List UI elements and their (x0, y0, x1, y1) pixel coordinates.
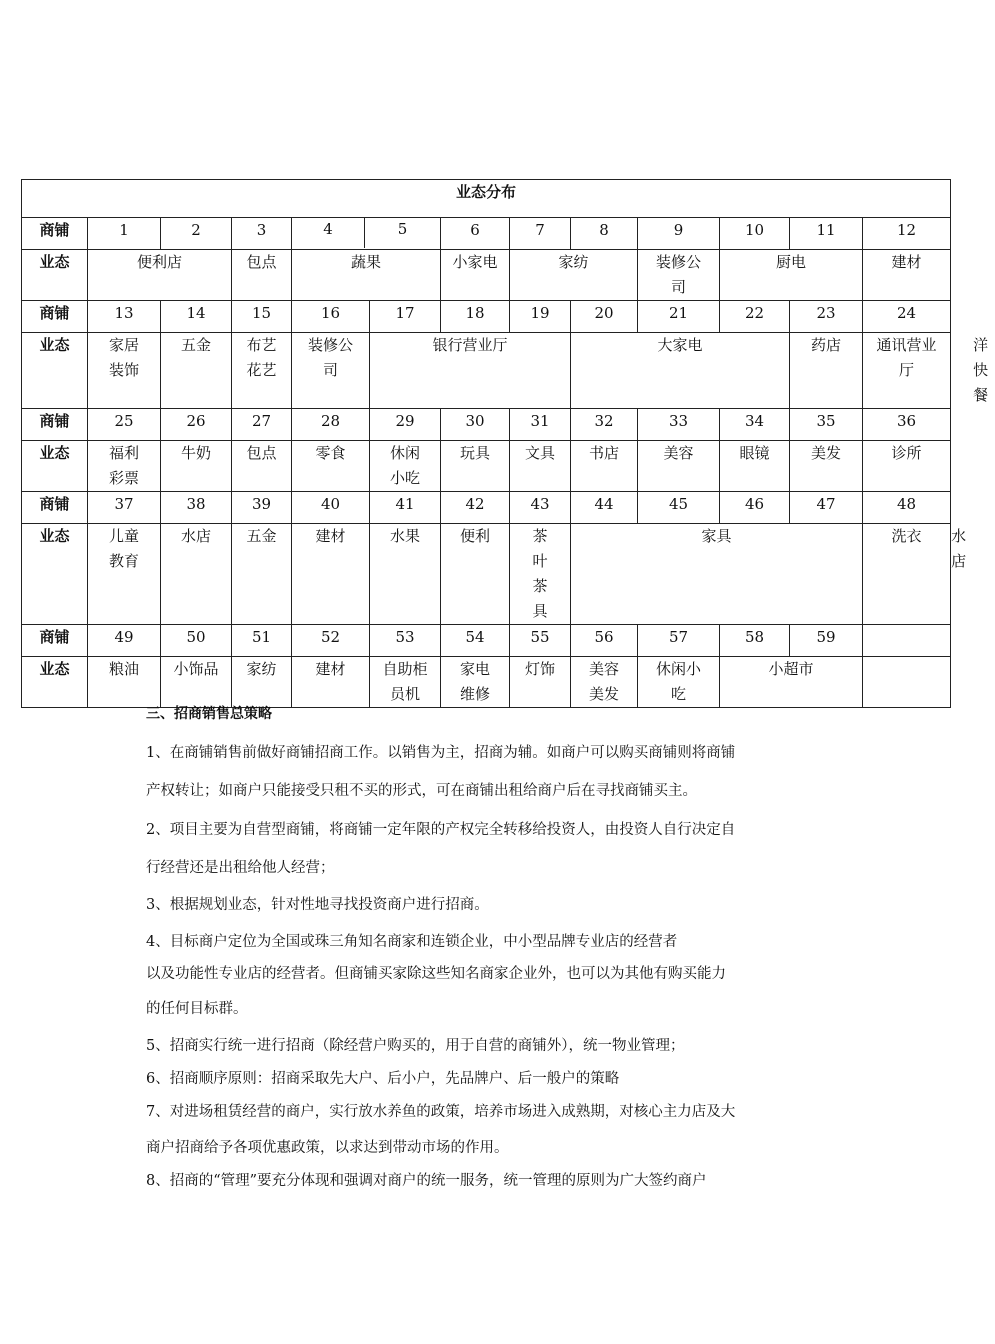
business-type: 五金 (232, 524, 292, 625)
business-type-row (22, 441, 951, 492)
shop-number: 38 (161, 492, 232, 524)
shop-number: 55 (510, 625, 571, 657)
shop-number: 45 (638, 492, 720, 524)
business-type (571, 657, 638, 708)
business-type: 美发 (790, 441, 863, 492)
business-type-text: 茶叶茶具 (532, 527, 548, 620)
shop-number: 40 (292, 492, 370, 524)
shop-number: 20 (571, 301, 638, 333)
row-label-shop: 商铺 (22, 409, 88, 441)
business-type: 小饰品 (161, 657, 232, 708)
business-type: 包点 (232, 441, 292, 492)
paragraph-line: 行经营还是出租给他人经营； (146, 860, 335, 876)
business-type: 蔬果 (292, 250, 441, 301)
business-type: 牛奶 (161, 441, 232, 492)
business-type: 包点 (232, 250, 292, 301)
shop-number: 30 (441, 409, 510, 441)
shop-number: 26 (161, 409, 232, 441)
shop-number: 9 (638, 218, 720, 250)
business-type-text: 儿童教育 (108, 527, 139, 570)
business-type: 便利店 (88, 250, 232, 301)
paragraph-line: 5、招商实行统一进行招商（除经营户购买的，用于自营的商铺外），统一物业管理； (146, 1038, 685, 1054)
business-type-text: 装修公司 (655, 253, 701, 296)
business-type: 厨电 (720, 250, 863, 301)
business-type: 药店 (790, 333, 863, 409)
shop-number: 16 (292, 301, 370, 333)
shop-number: 22 (720, 301, 790, 333)
business-type-text: 自助柜员机 (382, 660, 428, 703)
row-label-type: 业态 (22, 657, 88, 708)
shop-number: 34 (720, 409, 790, 441)
paragraph-line: 商户招商给予各项优惠政策，以求达到带动市场的作用。 (146, 1140, 509, 1156)
business-type-text: 家居装饰 (108, 336, 139, 379)
shop-number: 11 (790, 218, 863, 250)
shop-number: 4 (292, 218, 365, 248)
row-label-type: 业态 (22, 333, 88, 409)
shop-number-row (22, 492, 951, 524)
shop-number: 21 (638, 301, 720, 333)
business-type: 家纺 (510, 250, 638, 301)
business-type: 建材 (292, 524, 370, 625)
shop-number: 42 (441, 492, 510, 524)
shop-number: 59 (790, 625, 863, 657)
shop-number: 18 (441, 301, 510, 333)
business-type (638, 657, 720, 708)
shop-number: 12 (863, 218, 951, 250)
row-label-shop: 商铺 (22, 492, 88, 524)
paragraph-line: 3、根据规划业态，针对性地寻找投资商户进行招商。 (146, 897, 489, 913)
row-label-shop: 商铺 (22, 301, 88, 333)
shop-number: 47 (790, 492, 863, 524)
business-type: 灯饰 (510, 657, 571, 708)
business-type-text: 家电维修 (459, 660, 490, 703)
business-type: 诊所 (863, 441, 951, 492)
paragraph-line: 1、在商铺销售前做好商铺招商工作。以销售为主，招商为辅。如商户可以购买商铺则将商铺 (146, 745, 736, 761)
shop-number: 24 (863, 301, 951, 333)
business-type: 家具 (571, 524, 863, 625)
business-type (638, 250, 720, 301)
shop-number (292, 218, 441, 250)
business-type: 小家电 (441, 250, 510, 301)
shop-number: 57 (638, 625, 720, 657)
business-type: 水果 (370, 524, 441, 625)
shop-number-row (22, 625, 951, 657)
shop-number: 3 (232, 218, 292, 250)
paragraph-line: 8、招商的“管理”要充分体现和强调对商户的统一服务，统一管理的原则为广大签约商户 (146, 1173, 707, 1189)
shop-number: 8 (571, 218, 638, 250)
business-type: 建材 (863, 250, 951, 301)
business-type: 五金 (161, 333, 232, 409)
business-type (292, 333, 370, 409)
business-type (441, 657, 510, 708)
business-type-text: 休闲小吃 (655, 660, 701, 703)
business-type (88, 441, 161, 492)
business-type-text: 通讯营业厅 (876, 336, 937, 379)
business-type (88, 524, 161, 625)
shop-number: 52 (292, 625, 370, 657)
business-type: 银行营业厅 (370, 333, 571, 409)
business-type: 水店 (161, 524, 232, 625)
shop-number: 51 (232, 625, 292, 657)
business-type: 粮油 (88, 657, 161, 708)
shop-number: 25 (88, 409, 161, 441)
shop-number: 48 (863, 492, 951, 524)
shop-number: 46 (720, 492, 790, 524)
business-type: 文具 (510, 441, 571, 492)
business-type: 大家电 (571, 333, 790, 409)
shop-number: 41 (370, 492, 441, 524)
business-type: 美容 (638, 441, 720, 492)
paragraph-line: 6、招商顺序原则：招商采取先大户、后小户，先品牌户、后一般户的策略 (146, 1071, 620, 1087)
shop-number: 29 (370, 409, 441, 441)
shop-number: 43 (510, 492, 571, 524)
business-type (510, 524, 571, 625)
shop-number: 23 (790, 301, 863, 333)
business-type (863, 333, 951, 409)
shop-number: 50 (161, 625, 232, 657)
shop-number: 5 (397, 220, 408, 238)
business-type: 洗衣 (863, 524, 951, 625)
business-type (232, 333, 292, 409)
shop-number: 31 (510, 409, 571, 441)
row-label-shop: 商铺 (22, 218, 88, 250)
shop-number: 15 (232, 301, 292, 333)
business-type (370, 657, 441, 708)
shop-number: 14 (161, 301, 232, 333)
business-type: 书店 (571, 441, 638, 492)
shop-number-row (22, 409, 951, 441)
shop-number: 1 (88, 218, 161, 250)
business-type: 便利 (441, 524, 510, 625)
shop-number: 53 (370, 625, 441, 657)
business-type-text: 布艺花艺 (246, 336, 277, 379)
shop-number: 19 (510, 301, 571, 333)
paragraph-line: 7、对进场租赁经营的商户，实行放水养鱼的政策，培养市场进入成熟期，对核心主力店及大 (146, 1104, 736, 1120)
shop-number: 10 (720, 218, 790, 250)
shop-number: 28 (292, 409, 370, 441)
business-type-row (22, 657, 951, 708)
paragraph-line: 2、项目主要为自营型商铺，将商铺一定年限的产权完全转移给投资人，由投资人自行决定自 (146, 822, 736, 838)
paragraph-line: 以及功能性专业店的经营者。但商铺买家除这些知名商家企业外，也可以为其他有购买能力 (146, 966, 726, 982)
business-type-text: 福利彩票 (108, 444, 139, 487)
shop-number: 7 (510, 218, 571, 250)
row-label-type: 业态 (22, 250, 88, 301)
business-type-row (22, 250, 951, 301)
shop-number: 49 (88, 625, 161, 657)
shop-number: 44 (571, 492, 638, 524)
section-heading: 三、招商销售总策略 (146, 706, 272, 722)
paragraph-line: 产权转让；如商户只能接受只租不买的形式，可在商铺出租给商户后在寻找商铺买主。 (146, 783, 697, 799)
shop-number: 35 (790, 409, 863, 441)
shop-number (863, 625, 951, 657)
shop-number: 17 (370, 301, 441, 333)
shop-number: 36 (863, 409, 951, 441)
shop-number-row (22, 218, 951, 250)
business-type (863, 657, 951, 708)
row-label-shop: 商铺 (22, 625, 88, 657)
business-type: 建材 (292, 657, 370, 708)
shop-number: 39 (232, 492, 292, 524)
row-label-type: 业态 (22, 441, 88, 492)
row-label-type: 业态 (22, 524, 88, 625)
business-distribution-table (21, 179, 989, 708)
business-type-row: 业态 儿童教育 水店 五金 建材 水果 便利 茶叶茶具 家具 洗衣 水店 (22, 524, 951, 625)
shop-number: 33 (638, 409, 720, 441)
business-type: 零食 (292, 441, 370, 492)
paragraph-line: 的任何目标群。 (146, 1001, 248, 1017)
shop-number: 54 (441, 625, 510, 657)
shop-number: 32 (571, 409, 638, 441)
business-type (370, 441, 441, 492)
business-type (88, 333, 161, 409)
business-type-text: 美容美发 (588, 660, 619, 703)
table-title: 业态分布 (22, 180, 951, 218)
paragraph-line: 4、目标商户定位为全国或珠三角知名商家和连锁企业，中小型品牌专业店的经营者 (146, 934, 678, 950)
shop-number-row (22, 301, 951, 333)
business-type: 玩具 (441, 441, 510, 492)
shop-number: 2 (161, 218, 232, 250)
business-type: 眼镜 (720, 441, 790, 492)
business-type-text: 装修公司 (307, 336, 353, 379)
business-type: 小超市 (720, 657, 863, 708)
shop-number: 56 (571, 625, 638, 657)
shop-number: 27 (232, 409, 292, 441)
business-type-row (22, 333, 951, 409)
business-type-text: 休闲小吃 (389, 444, 420, 487)
business-type: 家纺 (232, 657, 292, 708)
shop-number: 13 (88, 301, 161, 333)
shop-number: 6 (441, 218, 510, 250)
business-type-text: 洋快餐 (973, 336, 989, 404)
shop-number: 37 (88, 492, 161, 524)
shop-number: 58 (720, 625, 790, 657)
